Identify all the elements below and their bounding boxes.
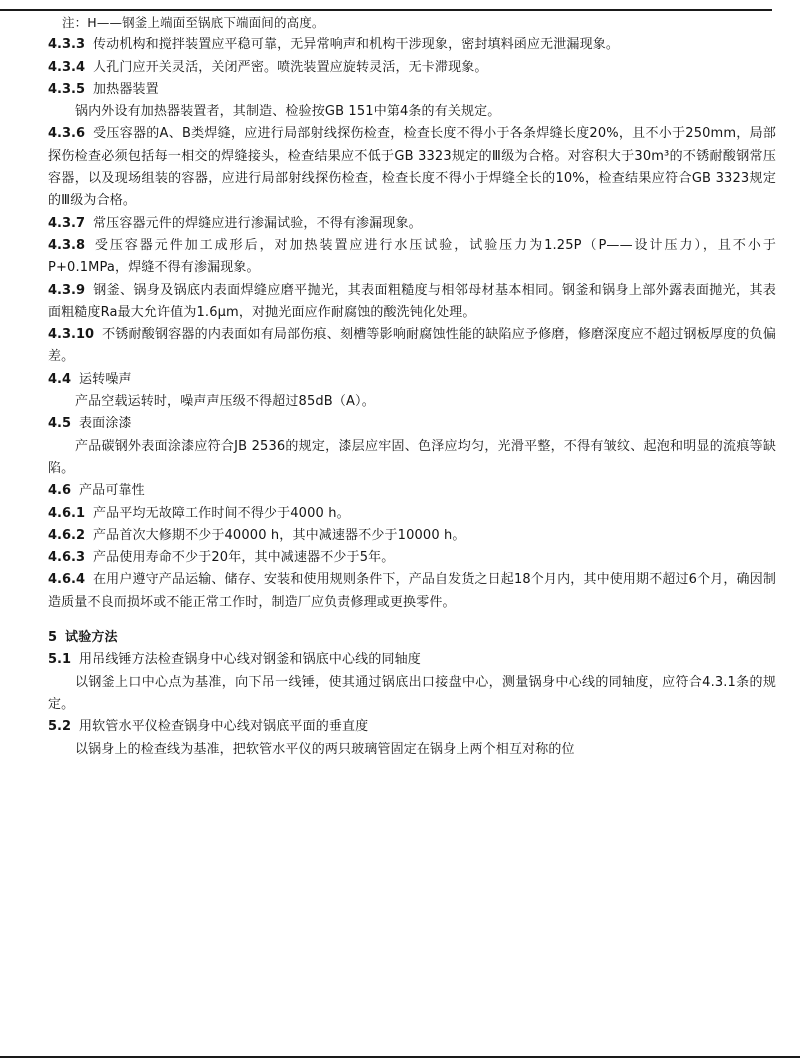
clause-body: 产品空载运转时，噪声声压级不得超过85dB（A）。	[75, 394, 375, 410]
clause-number: 4.3.3	[48, 37, 86, 53]
clause-heading: 加热器装置	[93, 81, 159, 97]
clause-heading: 运转噪声	[79, 371, 132, 387]
clause-heading: 用吊线锤方法检查锅身中心线对钢釜和锅底中心线的同轴度	[79, 652, 421, 668]
clause-4-3-8	[48, 235, 776, 280]
clause-text: 受压容器元件加工成形后，对加热装置应进行水压试验，试验压力为1.25P（P——设计压力），且不小于P+0.1MPa，焊缝不得有渗漏现象。	[48, 237, 776, 276]
section-number: 5	[48, 630, 58, 646]
document-page	[48, 12, 776, 761]
clause-number: 4.3.10	[48, 327, 95, 343]
clause-body: 以钢釜上口中心点为基准，向下吊一线锤，使其通过锅底出口接盘中心，测量锅身中心线的同轴度，应符合4.3.1条的规定。	[48, 674, 776, 712]
section-title: 试验方法	[65, 630, 118, 646]
clause-number: 4.3.9	[48, 282, 86, 298]
clause-text: 钢釜、锅身及锅底内表面焊缝应磨平抛光，其表面粗糙度与相邻母材基本相同。钢釜和锅身上部外露表面抛光，其表面粗糙度Ra最大允许值为1.6μm，对抛光面应作耐腐蚀的酸洗钝化处理。	[48, 282, 776, 320]
clause-4-6	[48, 480, 776, 502]
clause-text: 产品平均无故障工作时间不得少于4000 h。	[93, 505, 350, 521]
clause-number: 4.4	[48, 371, 72, 387]
clause-4-6-3	[48, 547, 776, 569]
clause-text: 产品使用寿命不少于20年，其中减速器不少于5年。	[93, 550, 395, 566]
clause-text: 在用户遵守产品运输、储存、安装和使用规则条件下，产品自发货之日起18个月内，其中使用期不超过6个月，确因制造质量不良而损坏或不能正常工作时，制造厂应负责修理或更换零件。	[48, 572, 776, 610]
clause-number: 4.3.5	[48, 81, 86, 97]
clause-number: 5.2	[48, 719, 72, 735]
clause-text: 传动机构和搅拌装置应平稳可靠，无异常响声和机构干涉现象，密封填料函应无泄漏现象。	[93, 37, 620, 53]
clause-number: 4.5	[48, 416, 72, 432]
clause-4-3-5	[48, 79, 776, 101]
clause-4-6-1	[48, 503, 776, 525]
table-note: 注：H——钢釜上端面至锅底下端面间的高度。	[62, 15, 325, 30]
clause-body: 产品碳钢外表面涂漆应符合JB 2536的规定，漆层应牢固、色泽应均匀，光滑平整，不得有皱纹、起泡和明显的流痕等缺陷。	[48, 438, 776, 476]
clause-number: 4.6.2	[48, 527, 86, 543]
clause-4-5	[48, 413, 776, 435]
clause-4-4	[48, 369, 776, 391]
clause-5-2	[48, 716, 776, 738]
clause-text: 不锈耐酸钢容器的内表面如有局部伤痕、刻槽等影响耐腐蚀性能的缺陷应予修磨，修磨深度应不超过钢板厚度的负偏差。	[48, 327, 776, 365]
clause-number: 4.3.7	[48, 215, 86, 231]
clause-body: 以锅身上的检查线为基准，把软管水平仪的两只玻璃管固定在锅身上两个相互对称的位	[75, 741, 575, 757]
clause-text: 产品首次大修期不少于40000 h，其中减速器不少于10000 h。	[93, 527, 466, 543]
clause-number: 4.6.4	[48, 572, 86, 588]
clause-number: 4.3.4	[48, 59, 86, 75]
clause-4-3-3	[48, 34, 776, 56]
clause-4-3-6	[48, 123, 776, 212]
clause-5-1	[48, 649, 776, 671]
clause-4-6-2	[48, 525, 776, 547]
clause-number: 4.6	[48, 483, 72, 499]
clause-number: 5.1	[48, 652, 72, 668]
section-5-heading	[48, 627, 776, 649]
clause-heading: 表面涂漆	[79, 416, 132, 432]
clause-heading: 产品可靠性	[79, 483, 145, 499]
clause-4-3-9	[48, 280, 776, 325]
clause-number: 4.6.3	[48, 550, 86, 566]
clause-heading: 用软管水平仪检查锅身中心线对锅底平面的垂直度	[79, 719, 369, 735]
clause-number: 4.3.6	[48, 126, 86, 142]
top-rule	[0, 9, 772, 11]
clause-number: 4.3.8	[48, 237, 86, 253]
clause-4-3-10	[48, 324, 776, 369]
bottom-rule	[0, 1056, 800, 1058]
clause-text: 常压容器元件的焊缝应进行渗漏试验，不得有渗漏现象。	[93, 215, 422, 231]
clause-body: 锅内外设有加热器装置者，其制造、检验按GB 151中第4条的有关规定。	[75, 104, 501, 120]
clause-4-3-4	[48, 57, 776, 79]
clause-4-3-7	[48, 213, 776, 235]
clause-4-6-4	[48, 569, 776, 614]
clause-number: 4.6.1	[48, 505, 86, 521]
clause-text: 受压容器的A、B类焊缝，应进行局部射线探伤检查，检查长度不得小于各条焊缝长度20%，且不小于250mm，局部探伤检查必须包括每一相交的焊缝接头，检查结果应不低于GB 3323规定的Ⅲ级为合格。对容积大于30m³的不锈耐酸钢常压容器，以及现场组装的容器，应进行局部射线探伤检查，检查长度不得小于焊缝全长的10%，检查结果应符合GB 3323规定的Ⅲ级为合格。	[48, 126, 776, 209]
clause-text: 人孔门应开关灵活，关闭严密。喷洗装置应旋转灵活，无卡滞现象。	[93, 59, 488, 75]
